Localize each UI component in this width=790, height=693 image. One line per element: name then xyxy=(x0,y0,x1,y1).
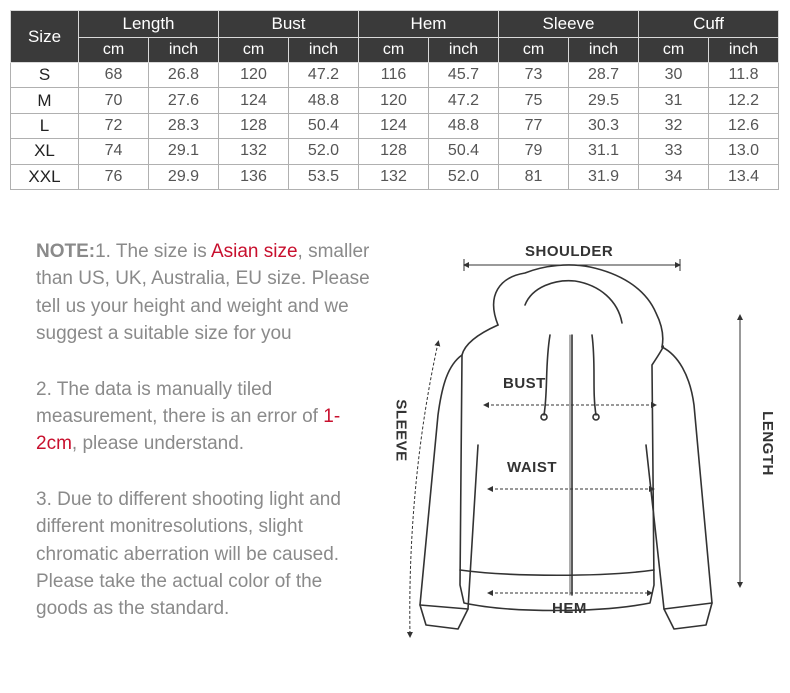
measurement-cell: 120 xyxy=(219,63,289,88)
measurement-cell: 116 xyxy=(359,63,429,88)
waistband xyxy=(460,570,654,575)
measurement-cell: 28.3 xyxy=(149,113,219,138)
note-1-text-b: , smaller than US, UK, Australia, EU size. Please tell us your height and weight and we suggest a suitable size for you xyxy=(36,241,370,345)
size-cell: L xyxy=(11,113,79,138)
unit-header-cm: cm xyxy=(639,38,709,63)
measurement-cell: 13.0 xyxy=(709,139,779,164)
body-outline xyxy=(460,325,663,611)
hood-outline xyxy=(494,265,663,347)
table-row xyxy=(11,113,779,138)
table-body xyxy=(11,63,779,190)
measurement-cell: 124 xyxy=(219,88,289,113)
measurement-cell: 77 xyxy=(499,113,569,138)
measurement-cell: 11.8 xyxy=(709,63,779,88)
measurement-cell: 34 xyxy=(639,164,709,189)
measurement-cell: 70 xyxy=(79,88,149,113)
group-header-sleeve: Sleeve xyxy=(499,11,639,38)
unit-header-cm: cm xyxy=(499,38,569,63)
measurement-cell: 30.3 xyxy=(569,113,639,138)
measurement-cell: 29.1 xyxy=(149,139,219,164)
note-2-text-a: 2. The data is manually tiled measurement, there is an error of xyxy=(36,378,324,428)
group-header-hem: Hem xyxy=(359,11,499,38)
length-label: LENGTH xyxy=(758,411,776,476)
unit-header-inch: inch xyxy=(709,38,779,63)
group-header-cuff: Cuff xyxy=(639,11,779,38)
measurement-cell: 68 xyxy=(79,63,149,88)
measurement-cell: 30 xyxy=(639,63,709,88)
group-header-bust: Bust xyxy=(219,11,359,38)
right-cuff xyxy=(664,603,712,609)
waist-label: WAIST xyxy=(507,459,557,476)
measurement-cell: 50.4 xyxy=(429,139,499,164)
table-row xyxy=(11,88,779,113)
sleeve-label: SLEEVE xyxy=(392,399,410,462)
drawstring-right xyxy=(592,335,596,415)
measurement-cell: 128 xyxy=(359,139,429,164)
note-1-highlight: Asian size xyxy=(210,241,298,262)
measurement-cell: 32 xyxy=(639,113,709,138)
unit-header-cm: cm xyxy=(219,38,289,63)
right-sleeve xyxy=(646,347,712,629)
size-cell: XXL xyxy=(11,164,79,189)
measurement-cell: 120 xyxy=(359,88,429,113)
measurement-cell: 29.5 xyxy=(569,88,639,113)
measurement-cell: 128 xyxy=(219,113,289,138)
measurement-cell: 33 xyxy=(639,139,709,164)
measurement-cell: 73 xyxy=(499,63,569,88)
measurement-cell: 76 xyxy=(79,164,149,189)
hem-label: HEM xyxy=(552,600,587,617)
table-row xyxy=(11,63,779,88)
unit-header-inch: inch xyxy=(149,38,219,63)
unit-header-inch: inch xyxy=(429,38,499,63)
group-header-length: Length xyxy=(79,11,219,38)
note-2-highlight: 1-2cm xyxy=(36,406,341,455)
measurement-cell: 79 xyxy=(499,139,569,164)
measurement-cell: 31.1 xyxy=(569,139,639,164)
measurement-cell: 28.7 xyxy=(569,63,639,88)
unit-header-cm: cm xyxy=(359,38,429,63)
measurement-cell: 48.8 xyxy=(289,88,359,113)
measurement-cell: 12.6 xyxy=(709,113,779,138)
note-label: NOTE: xyxy=(36,241,96,262)
note-paragraph-2 xyxy=(36,376,376,458)
measurement-cell: 136 xyxy=(219,164,289,189)
table-header-row-units xyxy=(11,38,779,63)
measurement-cell: 26.8 xyxy=(149,63,219,88)
measurement-cell: 29.9 xyxy=(149,164,219,189)
measurement-cell: 81 xyxy=(499,164,569,189)
measurement-cell: 52.0 xyxy=(289,139,359,164)
hoodie-measurement-diagram xyxy=(360,225,790,685)
measurement-cell: 52.0 xyxy=(429,164,499,189)
measurement-cell: 47.2 xyxy=(289,63,359,88)
measurement-cell: 27.6 xyxy=(149,88,219,113)
note-paragraph-1 xyxy=(36,238,376,348)
shoulder-label: SHOULDER xyxy=(525,243,614,260)
hood-inner xyxy=(525,281,622,323)
measurement-cell: 48.8 xyxy=(429,113,499,138)
size-cell: M xyxy=(11,88,79,113)
left-sleeve xyxy=(420,355,478,629)
measurement-cell: 74 xyxy=(79,139,149,164)
measurement-cell: 132 xyxy=(219,139,289,164)
measurement-cell: 75 xyxy=(499,88,569,113)
measurement-cell: 72 xyxy=(79,113,149,138)
measurement-cell: 132 xyxy=(359,164,429,189)
unit-header-inch: inch xyxy=(289,38,359,63)
measurement-cell: 45.7 xyxy=(429,63,499,88)
size-cell: S xyxy=(11,63,79,88)
sleeve-measure-line xyxy=(410,343,438,635)
size-cell: XL xyxy=(11,139,79,164)
note-paragraph-3: 3. Due to different shooting light and different monitresolutions, slight chromatic aberration will be caused. Please take the actual color of the goods as the standard. xyxy=(36,488,341,620)
measurement-cell: 13.4 xyxy=(709,164,779,189)
unit-header-inch: inch xyxy=(569,38,639,63)
measurement-cell: 12.2 xyxy=(709,88,779,113)
measurement-cell: 31 xyxy=(639,88,709,113)
measurement-cell: 50.4 xyxy=(289,113,359,138)
size-header: Size xyxy=(11,11,79,63)
measurement-cell: 53.5 xyxy=(289,164,359,189)
bust-label: BUST xyxy=(503,375,546,392)
table-header-row-groups xyxy=(11,11,779,38)
unit-header-cm: cm xyxy=(79,38,149,63)
measurement-cell: 31.9 xyxy=(569,164,639,189)
measurement-cell: 47.2 xyxy=(429,88,499,113)
size-chart-table xyxy=(10,10,779,190)
notes-section xyxy=(36,238,376,651)
table-row xyxy=(11,139,779,164)
measurement-cell: 124 xyxy=(359,113,429,138)
note-2-text-b: , please understand. xyxy=(71,433,245,455)
left-cuff xyxy=(420,605,468,609)
table-row xyxy=(11,164,779,189)
note-1-text-a: 1. The size is xyxy=(95,241,211,262)
